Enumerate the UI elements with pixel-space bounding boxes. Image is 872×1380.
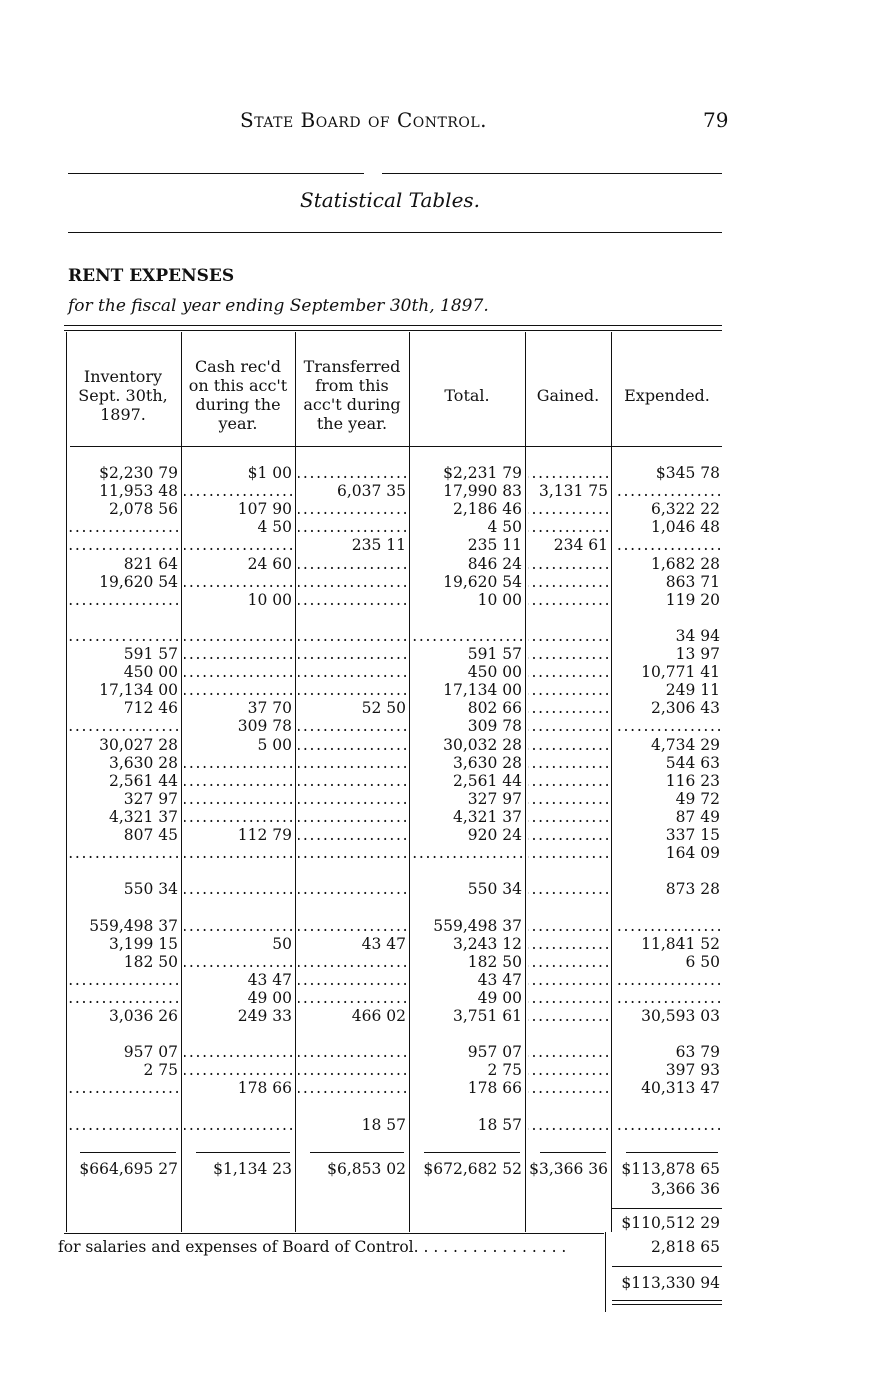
leader-dots xyxy=(184,482,292,500)
cell-inventory: 559,498 37 xyxy=(89,916,178,935)
cell-total: 235 11 xyxy=(467,536,522,555)
leader-dots xyxy=(298,1061,406,1079)
leader-dots xyxy=(68,591,178,609)
leader-dots xyxy=(184,645,292,663)
cell-total: 2,561 44 xyxy=(452,771,522,790)
cell-expended: 6 50 xyxy=(685,952,720,971)
leader-dots xyxy=(528,844,608,862)
cell-total: 450 00 xyxy=(467,663,522,682)
cell-total: 4 50 xyxy=(487,518,522,537)
cell-expended: 2,306 43 xyxy=(650,699,720,718)
leader-dots xyxy=(412,627,522,645)
net-expended: $110,512 29 xyxy=(621,1214,720,1232)
leader-dots xyxy=(184,1116,292,1134)
leader-dots xyxy=(184,754,292,772)
leader-dots xyxy=(184,536,292,554)
cell-cash-received: 49 00 xyxy=(247,988,292,1007)
leader-dots xyxy=(528,754,608,772)
leader-dots xyxy=(184,880,292,898)
cell-total: 591 57 xyxy=(467,645,522,663)
leader-dots xyxy=(298,844,406,862)
grand-double-rule-2 xyxy=(612,1304,722,1305)
column-divider-5 xyxy=(611,332,612,1232)
leader-dots xyxy=(298,790,406,808)
leader-dots xyxy=(298,826,406,844)
leader-dots xyxy=(68,971,178,989)
leader-dots xyxy=(614,917,720,935)
leader-dots xyxy=(528,500,608,518)
leader-dots xyxy=(528,953,608,971)
cell-cash-received: 50 xyxy=(272,934,292,953)
cell-inventory: 807 45 xyxy=(123,826,178,844)
cell-gained: 3,131 75 xyxy=(538,482,608,501)
leader-dots xyxy=(614,971,720,989)
cell-expended: 1,682 28 xyxy=(650,554,720,573)
leader-dots xyxy=(298,971,406,989)
cell-total: 3,243 12 xyxy=(452,934,522,953)
sum-rule-cash-received xyxy=(196,1152,290,1153)
total-cash-received: $1,134 23 xyxy=(213,1160,292,1178)
gained-deduction: 3,366 36 xyxy=(650,1180,720,1198)
cell-expended: 6,322 22 xyxy=(650,500,720,519)
leader-dots xyxy=(528,808,608,826)
cell-total: 920 24 xyxy=(467,826,522,844)
leader-dots xyxy=(184,808,292,826)
cell-total: 309 78 xyxy=(467,717,522,736)
cell-cash-received: 37 70 xyxy=(247,699,292,718)
cell-inventory: 2 75 xyxy=(143,1061,178,1080)
leader-dots xyxy=(528,790,608,808)
leader-dots xyxy=(184,681,292,699)
cell-expended: 164 09 xyxy=(665,844,720,863)
leader-dots xyxy=(614,1116,720,1134)
grand-double-rule-1 xyxy=(612,1300,722,1301)
leader-dots xyxy=(298,989,406,1007)
leader-dots xyxy=(528,772,608,790)
cell-expended: 63 79 xyxy=(675,1043,720,1062)
leader-dots xyxy=(298,500,406,518)
cell-total: 43 47 xyxy=(477,970,522,989)
cell-cash-received: $1 00 xyxy=(247,464,292,482)
cell-expended: 1,046 48 xyxy=(650,518,720,537)
cell-total: 327 97 xyxy=(467,789,522,808)
cell-total: 49 00 xyxy=(477,988,522,1007)
cell-inventory: 2,561 44 xyxy=(108,771,178,790)
cell-total: 2 75 xyxy=(487,1061,522,1080)
leader-dots xyxy=(528,717,608,735)
cell-inventory: 4,321 37 xyxy=(108,807,178,826)
leader-dots xyxy=(298,573,406,591)
total-total: $672,682 52 xyxy=(423,1160,522,1178)
sum-rule-inventory xyxy=(80,1152,176,1153)
leader-dots xyxy=(298,953,406,971)
leader-dots xyxy=(528,573,608,591)
cell-total: 18 57 xyxy=(477,1115,522,1134)
leader-dots xyxy=(68,518,178,536)
leader-dots xyxy=(68,1116,178,1134)
sum-rule-transferred xyxy=(310,1152,404,1153)
leader-dots xyxy=(528,736,608,754)
leader-dots xyxy=(298,736,406,754)
column-header-transferred: Transferred from this acc't during the year. xyxy=(303,357,401,433)
cell-inventory: 2,078 56 xyxy=(108,500,178,519)
leader-dots xyxy=(528,971,608,989)
leader-dots xyxy=(184,844,292,862)
cell-expended: 249 11 xyxy=(665,681,720,700)
cell-transferred: 6,037 35 xyxy=(336,482,406,501)
leader-dots xyxy=(68,1079,178,1097)
cell-total: 4,321 37 xyxy=(452,807,522,826)
leader-dots xyxy=(298,663,406,681)
leader-dots xyxy=(614,989,720,1007)
leader-dots xyxy=(298,772,406,790)
column-header-total: Total. xyxy=(444,385,490,405)
cell-inventory: 19,620 54 xyxy=(99,572,178,591)
leader-dots xyxy=(184,1043,292,1061)
leader-dots xyxy=(528,591,608,609)
leader-dots xyxy=(184,573,292,591)
leader-dots xyxy=(528,989,608,1007)
leader-dots xyxy=(298,681,406,699)
net-rule xyxy=(612,1208,722,1209)
grand-rule xyxy=(612,1266,722,1267)
leader-dots xyxy=(528,1007,608,1025)
column-divider-2 xyxy=(295,332,296,1232)
salaries-label-text: for salaries and expenses of Board of Control xyxy=(58,1238,414,1256)
cell-total: 30,032 28 xyxy=(443,735,522,754)
leader-dots xyxy=(184,790,292,808)
cell-inventory: 327 97 xyxy=(123,789,178,808)
cell-total: 550 34 xyxy=(467,880,522,899)
cell-total: 2,186 46 xyxy=(452,500,522,519)
cell-expended: 397 93 xyxy=(665,1061,720,1080)
salaries-amount: 2,818 65 xyxy=(650,1238,720,1256)
column-header-cash-received: Cash rec'd on this acc't during the year. xyxy=(188,357,288,433)
cell-inventory: 712 46 xyxy=(123,699,178,718)
leader-dots xyxy=(68,627,178,645)
cell-expended: 4,734 29 xyxy=(650,735,720,754)
cell-total: 559,498 37 xyxy=(433,916,522,935)
cell-expended: 337 15 xyxy=(665,826,720,844)
column-divider-4 xyxy=(525,332,526,1232)
running-header-title: State Board of Control. xyxy=(240,108,488,132)
leader-dots xyxy=(68,536,178,554)
salaries-label xyxy=(58,1238,566,1256)
leader-dots xyxy=(298,808,406,826)
cell-inventory: 30,027 28 xyxy=(99,735,178,754)
cell-inventory: 550 34 xyxy=(123,880,178,899)
cell-total: 182 50 xyxy=(467,952,522,971)
cell-expended: 11,841 52 xyxy=(641,934,720,953)
leader-dots xyxy=(528,555,608,573)
leader-dots xyxy=(614,717,720,735)
cell-expended: 49 72 xyxy=(675,789,720,808)
cell-expended: 873 28 xyxy=(665,880,720,899)
leader-dots xyxy=(614,482,720,500)
leader-dots xyxy=(298,627,406,645)
cell-expended: 13 97 xyxy=(675,645,720,663)
leader-dots xyxy=(412,844,522,862)
cell-cash-received: 107 90 xyxy=(237,500,292,519)
sum-rule-gained xyxy=(540,1152,606,1153)
cell-cash-received: 178 66 xyxy=(237,1079,292,1098)
cell-transferred: 18 57 xyxy=(361,1115,406,1134)
cell-total: 17,990 83 xyxy=(443,482,522,501)
leader-dots xyxy=(298,917,406,935)
cell-expended: 10,771 41 xyxy=(641,663,720,682)
cell-expended: $345 78 xyxy=(655,464,720,482)
leader-dots xyxy=(298,645,406,663)
cell-transferred: 235 11 xyxy=(351,536,406,555)
cell-expended: 40,313 47 xyxy=(641,1079,720,1098)
leader-dots xyxy=(528,681,608,699)
cell-inventory: 17,134 00 xyxy=(99,681,178,700)
cell-expended: 87 49 xyxy=(675,807,720,826)
table-top-rule-1 xyxy=(64,325,722,326)
leader-dots xyxy=(298,717,406,735)
table-title: RENT EXPENSES xyxy=(68,266,235,286)
leader-dots xyxy=(528,1061,608,1079)
total-expended: $113,878 65 xyxy=(621,1160,720,1178)
cell-transferred: 466 02 xyxy=(351,1007,406,1025)
cell-total: 178 66 xyxy=(467,1079,522,1098)
salaries-rule-left xyxy=(64,1233,604,1234)
cell-total: 846 24 xyxy=(467,554,522,573)
salaries-leader-dots: . . . . . . . . . . . . . . . . xyxy=(413,1238,567,1256)
header-rule-left xyxy=(68,173,364,174)
column-header-expended: Expended. xyxy=(624,385,710,405)
total-inventory: $664,695 27 xyxy=(79,1160,178,1178)
leader-dots xyxy=(528,880,608,898)
leader-dots xyxy=(528,663,608,681)
sum-rule-total xyxy=(424,1152,520,1153)
column-divider-3 xyxy=(409,332,410,1232)
sum-rule-expended xyxy=(626,1152,718,1153)
cell-expended: 116 23 xyxy=(665,771,720,790)
leader-dots xyxy=(528,645,608,663)
cell-inventory: 957 07 xyxy=(123,1043,178,1062)
page-number: 79 xyxy=(703,108,729,132)
cell-cash-received: 10 00 xyxy=(247,590,292,609)
leader-dots xyxy=(184,627,292,645)
expended-lower-divider xyxy=(605,1232,606,1312)
leader-dots xyxy=(298,880,406,898)
cell-expended: 34 94 xyxy=(675,626,720,645)
header-rule-right xyxy=(382,173,722,174)
column-header-gained: Gained. xyxy=(536,385,600,405)
leader-dots xyxy=(528,935,608,953)
cell-cash-received: 24 60 xyxy=(247,554,292,573)
leader-dots xyxy=(298,555,406,573)
cell-total: $2,231 79 xyxy=(443,464,522,482)
cell-total: 19,620 54 xyxy=(443,572,522,591)
cell-total: 802 66 xyxy=(467,699,522,718)
cell-expended: 119 20 xyxy=(665,590,720,609)
cell-expended: 863 71 xyxy=(665,572,720,591)
cell-total: 3,630 28 xyxy=(452,753,522,772)
cell-cash-received: 5 00 xyxy=(257,735,292,754)
leader-dots xyxy=(68,717,178,735)
cell-cash-received: 4 50 xyxy=(257,518,292,537)
cell-inventory: 3,199 15 xyxy=(108,934,178,953)
cell-total: 3,751 61 xyxy=(452,1007,522,1025)
leader-dots xyxy=(298,464,406,482)
leader-dots xyxy=(528,1079,608,1097)
grand-total: $113,330 94 xyxy=(621,1274,720,1292)
cell-cash-received: 309 78 xyxy=(237,717,292,736)
leader-dots xyxy=(184,1061,292,1079)
cell-inventory: 182 50 xyxy=(123,952,178,971)
leader-dots xyxy=(298,591,406,609)
cell-total: 17,134 00 xyxy=(443,681,522,700)
cell-inventory: 591 57 xyxy=(123,645,178,663)
leader-dots xyxy=(528,826,608,844)
leader-dots xyxy=(184,953,292,971)
leader-dots xyxy=(184,663,292,681)
cell-gained: 234 61 xyxy=(553,536,608,555)
leader-dots xyxy=(298,754,406,772)
leader-dots xyxy=(528,699,608,717)
leader-dots xyxy=(298,1079,406,1097)
section-title: Statistical Tables. xyxy=(300,188,481,212)
cell-total: 10 00 xyxy=(477,590,522,609)
leader-dots xyxy=(184,772,292,790)
leader-dots xyxy=(614,536,720,554)
cell-cash-received: 112 79 xyxy=(237,826,292,844)
leader-dots xyxy=(528,917,608,935)
leader-dots xyxy=(298,1043,406,1061)
column-divider-0 xyxy=(66,332,67,1232)
leader-dots xyxy=(528,1116,608,1134)
table-subtitle: for the fiscal year ending September 30th, 1897. xyxy=(68,296,489,316)
column-header-inventory: Inventory Sept. 30th, 1897. xyxy=(78,366,168,424)
cell-transferred: 52 50 xyxy=(361,699,406,718)
leader-dots xyxy=(528,1043,608,1061)
cell-inventory: 3,630 28 xyxy=(108,753,178,772)
cell-cash-received: 249 33 xyxy=(237,1007,292,1025)
cell-expended: 30,593 03 xyxy=(641,1007,720,1025)
leader-dots xyxy=(528,627,608,645)
cell-total: 957 07 xyxy=(467,1043,522,1062)
cell-inventory: $2,230 79 xyxy=(99,464,178,482)
header-bottom-rule xyxy=(70,446,722,447)
cell-transferred: 43 47 xyxy=(361,934,406,953)
cell-expended: 544 63 xyxy=(665,753,720,772)
table-top-rule-2 xyxy=(64,330,722,331)
section-rule xyxy=(68,232,722,233)
leader-dots xyxy=(528,464,608,482)
cell-inventory: 3,036 26 xyxy=(108,1007,178,1025)
total-gained: $3,366 36 xyxy=(529,1160,608,1178)
leader-dots xyxy=(528,518,608,536)
cell-inventory: 11,953 48 xyxy=(99,482,178,501)
cell-inventory: 821 64 xyxy=(123,554,178,573)
leader-dots xyxy=(184,917,292,935)
cell-cash-received: 43 47 xyxy=(247,970,292,989)
column-divider-1 xyxy=(181,332,182,1232)
leader-dots xyxy=(298,518,406,536)
total-transferred: $6,853 02 xyxy=(327,1160,406,1178)
cell-inventory: 450 00 xyxy=(123,663,178,682)
leader-dots xyxy=(68,989,178,1007)
leader-dots xyxy=(68,844,178,862)
